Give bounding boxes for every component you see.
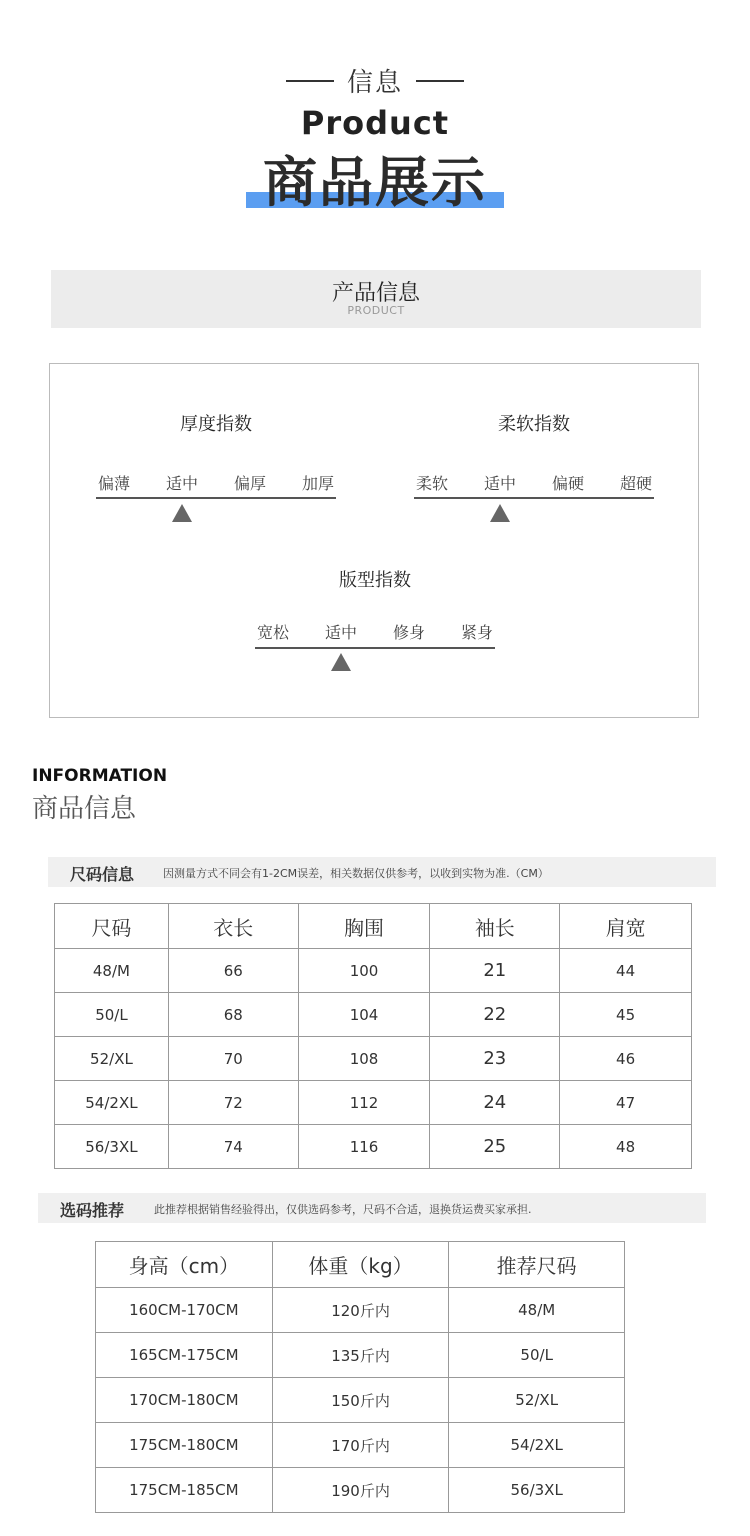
recommend-cell: 48/M	[449, 1288, 625, 1333]
size-cell: 54/2XL	[55, 1081, 169, 1125]
recommend-cell: 190斤内	[272, 1468, 449, 1513]
thickness-indicator-icon	[172, 504, 192, 522]
information-title-cn: 商品信息	[32, 794, 137, 824]
header-product-en: Product	[300, 104, 450, 142]
size-cell: 52/XL	[55, 1037, 169, 1081]
thickness-option: 偏厚	[233, 474, 266, 493]
thickness-option: 适中	[165, 474, 198, 493]
softness-option: 适中	[483, 474, 516, 493]
thickness-scale-line	[96, 497, 336, 499]
recommend-bar	[38, 1193, 706, 1223]
recommend-cell: 120斤内	[272, 1288, 449, 1333]
size-cell: 23	[430, 1037, 560, 1081]
fit-option: 适中	[324, 623, 357, 642]
recommend-cell: 54/2XL	[449, 1423, 625, 1468]
size-cell: 45	[560, 993, 692, 1037]
size-cell: 22	[430, 993, 560, 1037]
size-cell: 72	[168, 1081, 298, 1125]
size-info-title: 尺码信息	[70, 865, 135, 884]
recommend-cell: 56/3XL	[449, 1468, 625, 1513]
recommend-cell: 150斤内	[272, 1378, 449, 1423]
fit-option: 修身	[392, 623, 425, 642]
size-info-bar	[48, 857, 716, 887]
fit-option: 宽松	[256, 623, 289, 642]
product-info-banner	[51, 270, 701, 328]
recommend-table	[95, 1241, 625, 1513]
thickness-title: 厚度指数	[180, 414, 252, 435]
size-cell: 116	[298, 1125, 430, 1169]
recommend-cell: 160CM-170CM	[96, 1288, 273, 1333]
table-row	[55, 993, 692, 1037]
recommend-cell: 170CM-180CM	[96, 1378, 273, 1423]
recommend-note: 此推荐根据销售经验得出，仅供选码参考，尺码不合适，退换货运费买家承担.	[154, 1203, 532, 1216]
fit-scale-line	[255, 647, 495, 649]
recommend-cell: 170斤内	[272, 1423, 449, 1468]
softness-option: 偏硬	[551, 474, 584, 493]
table-row	[55, 1081, 692, 1125]
recommend-header-cell: 身高（cm）	[96, 1242, 273, 1288]
table-row	[96, 1378, 625, 1423]
size-info-note: 因测量方式不同会有1-2CM误差，相关数据仅供参考，以收到实物为准.（CM）	[163, 867, 549, 880]
table-row	[55, 949, 692, 993]
size-table	[54, 903, 692, 1169]
fit-title: 版型指数	[339, 570, 411, 591]
banner-title: 产品信息	[331, 281, 420, 306]
recommend-cell: 135斤内	[272, 1333, 449, 1378]
size-cell: 46	[560, 1037, 692, 1081]
size-header-cell: 胸围	[298, 904, 430, 949]
size-header-cell: 肩宽	[560, 904, 692, 949]
size-cell: 25	[430, 1125, 560, 1169]
fit-indicator-icon	[331, 653, 351, 671]
recommend-header-cell: 推荐尺码	[449, 1242, 625, 1288]
recommend-cell: 165CM-175CM	[96, 1333, 273, 1378]
recommend-header-cell: 体重（kg）	[272, 1242, 449, 1288]
size-cell: 112	[298, 1081, 430, 1125]
size-header-cell: 袖长	[430, 904, 560, 949]
recommend-cell: 50/L	[449, 1333, 625, 1378]
size-table-header-row	[55, 904, 692, 949]
size-cell: 100	[298, 949, 430, 993]
index-box	[49, 363, 699, 718]
table-row	[96, 1288, 625, 1333]
size-header-cell: 尺码	[55, 904, 169, 949]
thickness-option: 加厚	[301, 474, 334, 493]
size-cell: 56/3XL	[55, 1125, 169, 1169]
table-row	[96, 1423, 625, 1468]
information-title-en: INFORMATION	[32, 766, 168, 786]
recommend-title: 选码推荐	[60, 1201, 125, 1220]
size-cell: 48	[560, 1125, 692, 1169]
recommend-cell: 175CM-185CM	[96, 1468, 273, 1513]
size-cell: 108	[298, 1037, 430, 1081]
recommend-cell: 175CM-180CM	[96, 1423, 273, 1468]
softness-title: 柔软指数	[498, 414, 570, 435]
table-row	[55, 1125, 692, 1169]
banner-subtitle: PRODUCT	[347, 304, 405, 317]
table-row	[96, 1468, 625, 1513]
size-cell: 66	[168, 949, 298, 993]
size-cell: 50/L	[55, 993, 169, 1037]
size-header-cell: 衣长	[168, 904, 298, 949]
softness-scale-line	[414, 497, 654, 499]
header-product-cn: 商品展示	[263, 151, 487, 214]
size-cell: 24	[430, 1081, 560, 1125]
size-cell: 44	[560, 949, 692, 993]
softness-option: 超硬	[619, 474, 652, 493]
size-cell: 104	[298, 993, 430, 1037]
header-small-title: 信息	[346, 68, 403, 98]
softness-option: 柔软	[415, 474, 448, 493]
size-cell: 68	[168, 993, 298, 1037]
size-cell: 47	[560, 1081, 692, 1125]
size-cell: 70	[168, 1037, 298, 1081]
fit-option: 紧身	[460, 623, 493, 642]
recommend-table-header-row	[96, 1242, 625, 1288]
softness-indicator-icon	[490, 504, 510, 522]
recommend-cell: 52/XL	[449, 1378, 625, 1423]
thickness-option: 偏薄	[97, 474, 130, 493]
size-cell: 74	[168, 1125, 298, 1169]
size-cell: 48/M	[55, 949, 169, 993]
table-row	[96, 1333, 625, 1378]
table-row	[55, 1037, 692, 1081]
size-cell: 21	[430, 949, 560, 993]
